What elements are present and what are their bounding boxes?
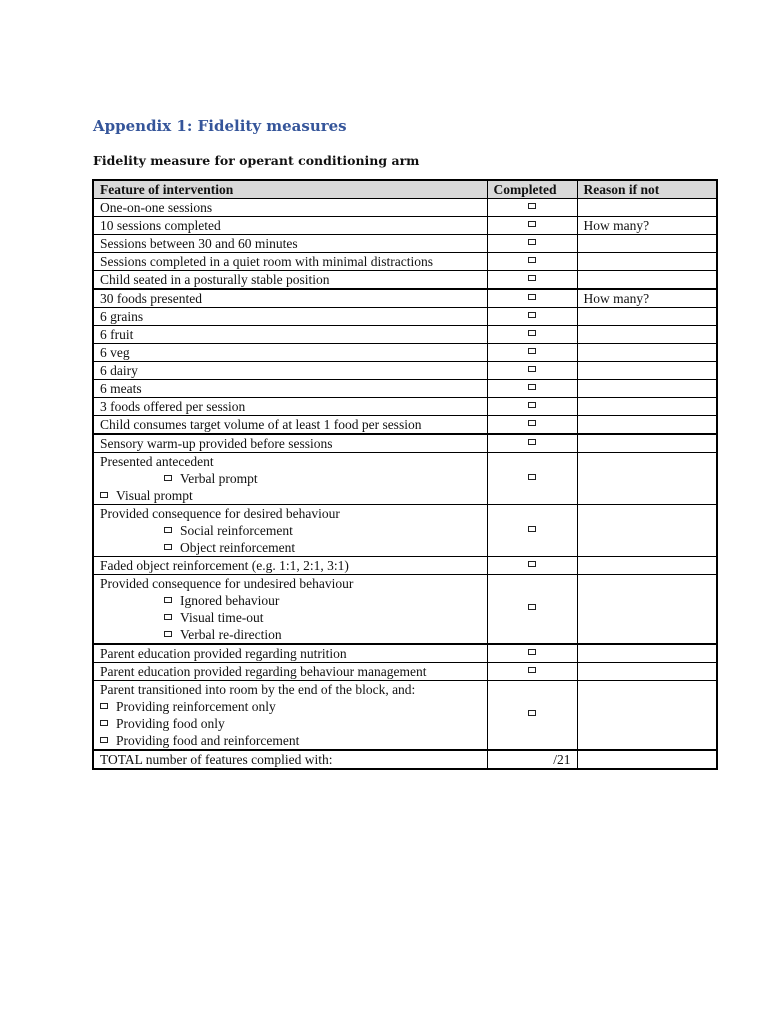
table-row xyxy=(93,289,717,308)
feature-cell: Parent education provided regarding behaviour management xyxy=(93,663,487,681)
checkbox[interactable] xyxy=(100,492,108,498)
reason-cell[interactable] xyxy=(577,308,717,326)
column-header-feature: Feature of intervention xyxy=(93,180,487,199)
sub-item-label: Verbal prompt xyxy=(180,471,258,486)
checkbox[interactable] xyxy=(528,384,536,390)
table-header-row xyxy=(93,180,717,199)
sub-item xyxy=(100,609,481,626)
table-row xyxy=(93,344,717,362)
feature-label: Provided consequence for undesired behaviour xyxy=(100,576,354,591)
sub-item-label: Providing food and reinforcement xyxy=(116,733,300,748)
sub-item-label: Visual prompt xyxy=(116,488,193,503)
checkbox[interactable] xyxy=(528,221,536,227)
feature-label: Provided consequence for desired behaviour xyxy=(100,506,340,521)
sub-item xyxy=(100,698,481,715)
checkbox[interactable] xyxy=(164,614,172,620)
column-header-completed: Completed xyxy=(487,180,577,199)
table-row xyxy=(93,253,717,271)
completed-cell xyxy=(487,253,577,271)
reason-cell[interactable] xyxy=(577,199,717,217)
feature-cell: Sensory warm-up provided before sessions xyxy=(93,434,487,453)
table-row xyxy=(93,362,717,380)
feature-cell: 10 sessions completed xyxy=(93,217,487,235)
sub-item xyxy=(100,539,481,556)
table-row xyxy=(93,271,717,290)
checkbox[interactable] xyxy=(528,275,536,281)
reason-cell[interactable] xyxy=(577,681,717,751)
table-row xyxy=(93,416,717,435)
checkbox[interactable] xyxy=(164,597,172,603)
checkbox[interactable] xyxy=(164,527,172,533)
checkbox[interactable] xyxy=(528,710,536,716)
checkbox[interactable] xyxy=(100,703,108,709)
completed-cell xyxy=(487,505,577,557)
sub-item xyxy=(100,732,481,749)
checkbox[interactable] xyxy=(528,649,536,655)
table-row xyxy=(93,575,717,645)
completed-cell xyxy=(487,362,577,380)
checkbox[interactable] xyxy=(528,312,536,318)
feature-cell: Child consumes target volume of at least 1 food per session xyxy=(93,416,487,435)
sub-item-label: Providing reinforcement only xyxy=(116,699,276,714)
completed-cell xyxy=(487,344,577,362)
completed-cell xyxy=(487,217,577,235)
reason-cell[interactable] xyxy=(577,505,717,557)
reason-cell[interactable] xyxy=(577,253,717,271)
total-label: TOTAL number of features complied with: xyxy=(93,750,487,769)
feature-label: Parent transitioned into room by the end of the block, and: xyxy=(100,682,416,697)
completed-cell xyxy=(487,398,577,416)
reason-cell[interactable] xyxy=(577,235,717,253)
total-value[interactable]: /21 xyxy=(487,750,577,769)
completed-cell xyxy=(487,557,577,575)
sub-item xyxy=(100,626,481,643)
feature-cell: 6 fruit xyxy=(93,326,487,344)
sub-item-label: Providing food only xyxy=(116,716,225,731)
sub-item xyxy=(100,592,481,609)
feature-cell xyxy=(93,505,487,557)
completed-cell xyxy=(487,308,577,326)
completed-cell xyxy=(487,380,577,398)
completed-cell xyxy=(487,663,577,681)
table-row xyxy=(93,505,717,557)
sub-item xyxy=(100,487,481,504)
table-row xyxy=(93,235,717,253)
reason-cell[interactable]: How many? xyxy=(577,217,717,235)
checkbox[interactable] xyxy=(528,526,536,532)
reason-cell[interactable] xyxy=(577,453,717,505)
reason-cell[interactable] xyxy=(577,326,717,344)
checkbox[interactable] xyxy=(528,330,536,336)
checkbox[interactable] xyxy=(528,474,536,480)
table-row xyxy=(93,380,717,398)
completed-cell xyxy=(487,289,577,308)
feature-cell xyxy=(93,453,487,505)
feature-cell: Faded object reinforcement (e.g. 1:1, 2:1, 3:1) xyxy=(93,557,487,575)
checkbox[interactable] xyxy=(164,475,172,481)
table-row xyxy=(93,308,717,326)
reason-cell[interactable] xyxy=(577,663,717,681)
table-row xyxy=(93,663,717,681)
checkbox[interactable] xyxy=(164,544,172,550)
completed-cell xyxy=(487,416,577,435)
reason-cell[interactable] xyxy=(577,575,717,645)
completed-cell xyxy=(487,326,577,344)
checkbox[interactable] xyxy=(528,294,536,300)
checkbox[interactable] xyxy=(528,257,536,263)
page-title: Appendix 1: Fidelity measures xyxy=(93,117,347,135)
completed-cell xyxy=(487,681,577,751)
feature-label: Presented antecedent xyxy=(100,454,214,469)
total-row xyxy=(93,750,717,769)
feature-cell: 6 grains xyxy=(93,308,487,326)
reason-cell[interactable] xyxy=(577,416,717,435)
table-caption: Fidelity measure for operant conditioning arm xyxy=(93,153,420,168)
reason-cell[interactable] xyxy=(577,644,717,663)
feature-cell: One-on-one sessions xyxy=(93,199,487,217)
reason-cell[interactable] xyxy=(577,557,717,575)
checkbox[interactable] xyxy=(528,402,536,408)
feature-cell: 6 meats xyxy=(93,380,487,398)
completed-cell xyxy=(487,235,577,253)
checkbox[interactable] xyxy=(528,366,536,372)
completed-cell xyxy=(487,199,577,217)
sub-item-label: Visual time-out xyxy=(180,610,264,625)
reason-cell[interactable] xyxy=(577,434,717,453)
table-row xyxy=(93,644,717,663)
fidelity-table xyxy=(92,179,718,770)
feature-cell xyxy=(93,575,487,645)
feature-cell xyxy=(93,681,487,751)
completed-cell xyxy=(487,644,577,663)
checkbox[interactable] xyxy=(528,439,536,445)
feature-cell: 6 dairy xyxy=(93,362,487,380)
total-reason-cell[interactable] xyxy=(577,750,717,769)
table-row xyxy=(93,557,717,575)
sub-item-label: Social reinforcement xyxy=(180,523,293,538)
table-row xyxy=(93,681,717,751)
table-row xyxy=(93,199,717,217)
column-header-reason: Reason if not xyxy=(577,180,717,199)
completed-cell xyxy=(487,453,577,505)
feature-cell: Sessions between 30 and 60 minutes xyxy=(93,235,487,253)
checkbox[interactable] xyxy=(528,561,536,567)
feature-cell: Child seated in a posturally stable position xyxy=(93,271,487,290)
reason-cell[interactable] xyxy=(577,362,717,380)
checkbox[interactable] xyxy=(100,720,108,726)
table-row xyxy=(93,434,717,453)
reason-cell[interactable] xyxy=(577,380,717,398)
checkbox[interactable] xyxy=(528,203,536,209)
checkbox[interactable] xyxy=(528,604,536,610)
feature-cell: 3 foods offered per session xyxy=(93,398,487,416)
completed-cell xyxy=(487,434,577,453)
sub-item xyxy=(100,715,481,732)
sub-item-label: Verbal re-direction xyxy=(180,627,282,642)
sub-item xyxy=(100,522,481,539)
sub-item-label: Object reinforcement xyxy=(180,540,296,555)
checkbox[interactable] xyxy=(164,631,172,637)
completed-cell xyxy=(487,271,577,290)
sub-item-label: Ignored behaviour xyxy=(180,593,280,608)
table-row xyxy=(93,398,717,416)
checkbox[interactable] xyxy=(100,737,108,743)
feature-cell: Sessions completed in a quiet room with minimal distractions xyxy=(93,253,487,271)
checkbox[interactable] xyxy=(528,239,536,245)
reason-cell[interactable] xyxy=(577,398,717,416)
checkbox[interactable] xyxy=(528,667,536,673)
completed-cell xyxy=(487,575,577,645)
feature-cell: Parent education provided regarding nutrition xyxy=(93,644,487,663)
table-row xyxy=(93,217,717,235)
reason-cell[interactable] xyxy=(577,344,717,362)
checkbox[interactable] xyxy=(528,420,536,426)
table-row xyxy=(93,326,717,344)
table-row xyxy=(93,453,717,505)
sub-item xyxy=(100,470,481,487)
feature-cell: 6 veg xyxy=(93,344,487,362)
reason-cell[interactable] xyxy=(577,271,717,290)
feature-cell: 30 foods presented xyxy=(93,289,487,308)
checkbox[interactable] xyxy=(528,348,536,354)
reason-cell[interactable]: How many? xyxy=(577,289,717,308)
